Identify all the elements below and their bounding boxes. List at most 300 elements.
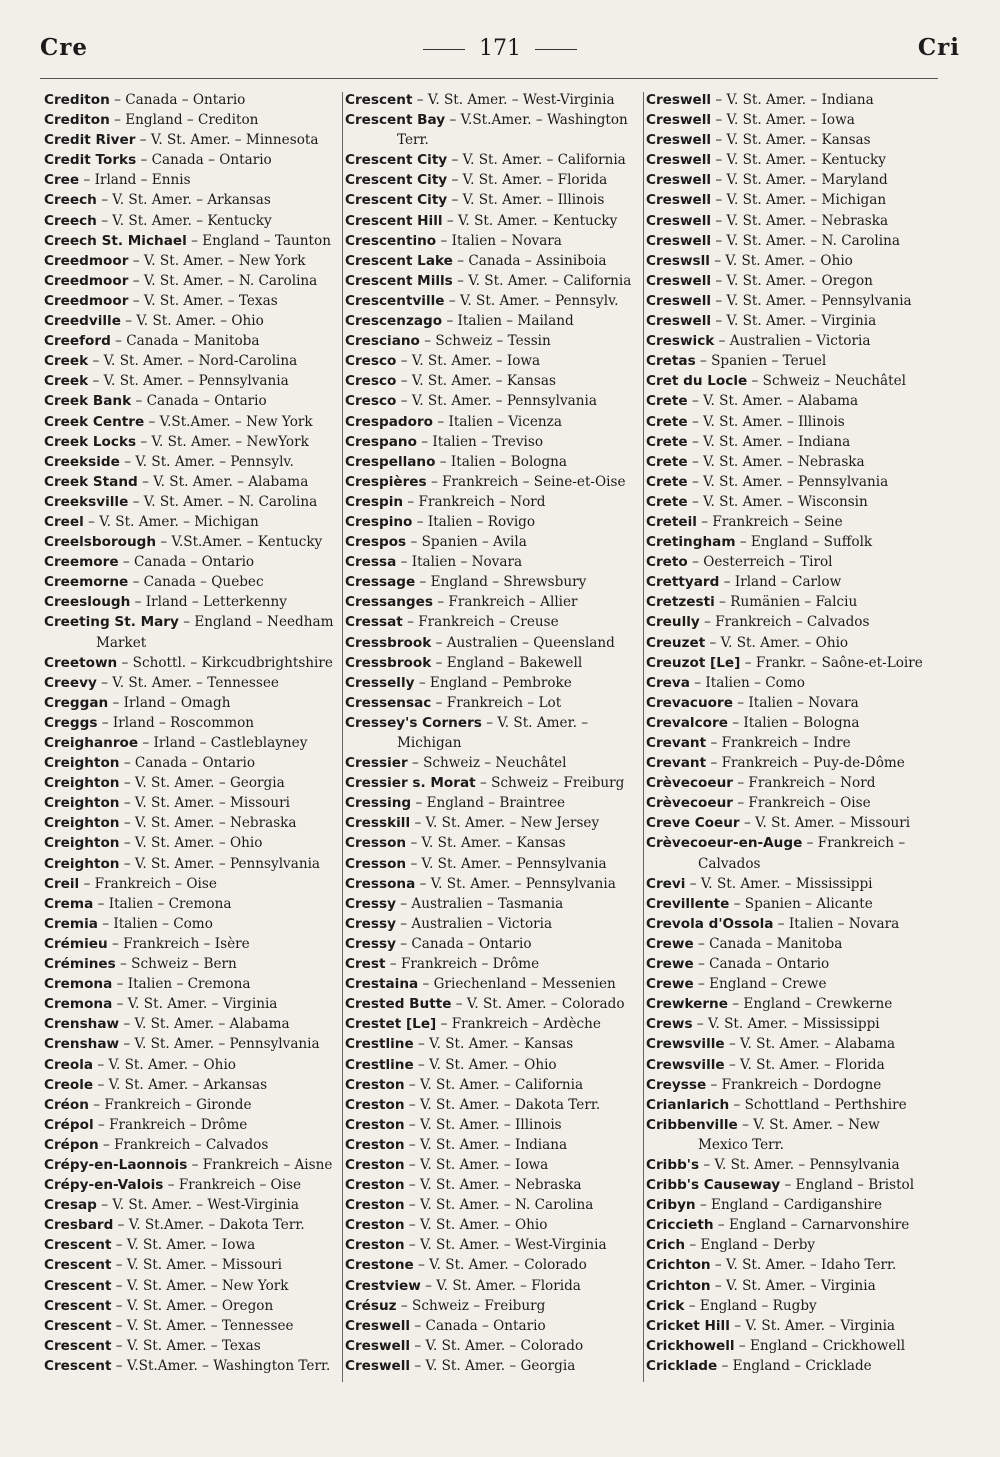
- entry-location: – V. St. Amer. – Pennsylv.: [124, 453, 294, 470]
- gazetteer-entry: [646, 633, 942, 653]
- entry-place-name: Crescent: [44, 1337, 112, 1354]
- gazetteer-entry: [646, 1316, 942, 1336]
- gazetteer-entry: [44, 472, 340, 492]
- entry-place-name: Cresciano: [345, 333, 420, 350]
- entry-location: – V. St. Amer. – Arkansas: [101, 192, 271, 209]
- page-header: [40, 34, 960, 74]
- gazetteer-entry: [345, 974, 641, 994]
- entry-location: – V. St. Amer. – Ohio: [408, 1217, 548, 1234]
- gazetteer-entry: [345, 713, 641, 753]
- gazetteer-entry: [646, 1055, 942, 1075]
- gazetteer-entry: [646, 1296, 942, 1316]
- gazetteer-entry: [345, 1356, 641, 1376]
- entry-place-name: Cresson: [345, 855, 407, 872]
- gazetteer-entry: [44, 150, 340, 170]
- gazetteer-entry: [345, 1235, 641, 1255]
- entry-place-name: Cretingham: [646, 534, 736, 551]
- entry-location: – V. St. Amer. – Ohio: [714, 252, 853, 269]
- entry-place-name: Crescent: [44, 1357, 112, 1374]
- gazetteer-entry: [345, 753, 641, 773]
- gazetteer-entry: [646, 371, 942, 391]
- entry-location: – V.St.Amer. – Washington Terr.: [115, 1357, 331, 1374]
- entry-place-name: Creston: [345, 1076, 405, 1093]
- entry-place-name: Creeksville: [44, 493, 129, 510]
- column-3: [646, 90, 942, 1390]
- gazetteer-entry: [345, 954, 641, 974]
- entry-location: – V. St. Amer. – Ohio: [97, 1056, 236, 1073]
- gazetteer-entry: [44, 1255, 340, 1275]
- entry-place-name: Crescent Bay: [345, 112, 446, 129]
- entry-location: – Canada – Ontario: [123, 755, 256, 772]
- entry-location: – V. St. Amer. – Nebraska: [715, 212, 889, 229]
- header-left-guide-word: Cre: [40, 34, 89, 61]
- entry-place-name: Crevacuore: [646, 694, 733, 711]
- gazetteer-entry: [646, 291, 942, 311]
- entry-location: – V. St. Amer. – Alabama: [123, 1016, 290, 1033]
- gazetteer-entry: [44, 914, 340, 934]
- entry-place-name: Creeting St. Mary: [44, 614, 179, 631]
- entry-place-name: Creston: [345, 1116, 405, 1133]
- entry-location: – England – Rugby: [688, 1297, 817, 1314]
- gazetteer-entry: [345, 432, 641, 452]
- entry-location: – V. St. Amer. – Virginia: [715, 313, 877, 330]
- entry-place-name: Crema: [44, 895, 94, 912]
- entry-place-name: Cricklade: [646, 1357, 718, 1374]
- entry-place-name: Crediton: [44, 112, 110, 129]
- gazetteer-entry: [44, 1235, 340, 1255]
- gazetteer-entry: [44, 130, 340, 150]
- entry-place-name: Creswell: [345, 1337, 411, 1354]
- entry-place-name: Credit Torks: [44, 152, 137, 169]
- entry-place-name: Crespin: [345, 493, 404, 510]
- entry-location: – V. St.Amer. – Dakota Terr.: [117, 1217, 305, 1234]
- entry-place-name: Crete: [646, 433, 688, 450]
- entry-place-name: Crestaina: [345, 976, 419, 993]
- entry-place-name: Crewsville: [646, 1036, 725, 1053]
- entry-place-name: Crewe: [646, 956, 694, 973]
- entry-location: – Canada – Assiniboia: [457, 252, 607, 269]
- gazetteer-entry: [646, 190, 942, 210]
- entry-location: – Italien – Rovigo: [416, 513, 536, 530]
- entry-location: – Irland – Carlow: [723, 574, 842, 591]
- entry-place-name: Creole: [44, 1076, 94, 1093]
- entry-place-name: Cresco: [345, 393, 397, 410]
- entry-place-name: Crépon: [44, 1136, 99, 1153]
- entry-location: – England – Suffolk: [739, 534, 873, 551]
- entry-place-name: Crescent Hill: [345, 212, 443, 229]
- entry-location: – Frankreich – Gironde: [93, 1096, 252, 1113]
- entry-place-name: Creggs: [44, 714, 98, 731]
- entry-location: – Italien – Bologna: [439, 453, 568, 470]
- gazetteer-entry: [646, 150, 942, 170]
- entry-location: – Frankreich – Calvados: [704, 614, 870, 631]
- entry-location: – Australien – Queensland: [435, 634, 615, 651]
- entry-place-name: Creuzot [Le]: [646, 654, 741, 671]
- gazetteer-entry: [44, 653, 340, 673]
- gazetteer-entry: [44, 1135, 340, 1155]
- entry-location: – V. St. Amer. – Illinois: [691, 413, 845, 430]
- entry-location: – V. St. Amer. – Michigan: [88, 513, 259, 530]
- gazetteer-entry: [44, 974, 340, 994]
- entry-location: – V. St. Amer. – Iowa: [715, 112, 855, 129]
- entry-continuation: Mexico Terr.: [698, 1136, 784, 1153]
- entry-location: – Frankreich – Aisne: [191, 1156, 333, 1173]
- entry-location: – V. St. Amer. – West-Virginia: [408, 1237, 607, 1254]
- entry-place-name: Creva: [646, 674, 690, 691]
- gazetteer-entry: [345, 633, 641, 653]
- gazetteer-entry: [646, 753, 942, 773]
- entry-place-name: Crevi: [646, 875, 686, 892]
- gazetteer-entry: [44, 412, 340, 432]
- entry-place-name: Creston: [345, 1217, 405, 1234]
- gazetteer-entry: [646, 512, 942, 532]
- entry-location: – V. St. Amer. – Missouri: [743, 815, 911, 832]
- gazetteer-entry: [44, 1175, 340, 1195]
- entry-location: – Italien – Novara: [737, 694, 859, 711]
- entry-location: – V. St. Amer. – Pennsylvania: [400, 393, 597, 410]
- entry-location: – Frankreich – Nord: [407, 493, 546, 510]
- entry-location: – V. St. Amer. – New Jersey: [414, 815, 600, 832]
- entry-location: – Italien – Treviso: [421, 433, 544, 450]
- entry-continuation: Market: [96, 634, 147, 651]
- gazetteer-entry: [44, 1356, 340, 1376]
- entry-location: – Irland – Castleblayney: [142, 735, 308, 751]
- entry-place-name: Creswell: [345, 1357, 411, 1374]
- gazetteer-entry: [646, 793, 942, 813]
- gazetteer-entry: [646, 391, 942, 411]
- entry-location: – V. St. Amer. – New: [742, 1116, 880, 1133]
- entry-location: – V. St. Amer. – Pennsylvania: [92, 373, 289, 390]
- entry-location: – Italien – Cremona: [116, 976, 251, 993]
- gazetteer-entry: [345, 452, 641, 472]
- gazetteer-entry: [646, 90, 942, 110]
- gazetteer-entry: [646, 592, 942, 612]
- gazetteer-entry: [646, 432, 942, 452]
- entry-place-name: Creech: [44, 192, 97, 209]
- entry-place-name: Creek Locks: [44, 433, 137, 450]
- entry-location: – England – Bakewell: [435, 654, 583, 671]
- gazetteer-entry: [44, 170, 340, 190]
- entry-location: – V. St. Amer. – Pennsylvania: [691, 473, 889, 490]
- gazetteer-entry: [646, 673, 942, 693]
- entry-location: – Frankreich – Seine-et-Oise: [430, 473, 626, 490]
- entry-place-name: Cressey's Corners: [345, 714, 482, 731]
- entry-location: – V. St. Amer. – Kentucky: [101, 212, 272, 229]
- gazetteer-entry: [44, 1336, 340, 1356]
- entry-location: – Irland – Roscommon: [101, 714, 255, 731]
- entry-location: – V. St. Amer. – NewYork: [140, 433, 309, 450]
- entry-place-name: Crevant: [646, 735, 707, 751]
- entry-location: – V. St. Amer. – Arkansas: [97, 1076, 268, 1093]
- gazetteer-entry: [345, 1055, 641, 1075]
- gazetteer-entry: [646, 914, 942, 934]
- entry-place-name: Creech: [44, 212, 97, 229]
- gazetteer-entry: [646, 1276, 942, 1296]
- entry-place-name: Cressat: [345, 614, 403, 631]
- entry-location: – Schweiz – Neuchâtel: [412, 755, 567, 772]
- entry-location: – Frankreich –: [806, 835, 906, 852]
- entry-location: – Frankreich – Seine: [701, 513, 843, 530]
- entry-location: – V.St.Amer. – New York: [148, 413, 313, 430]
- entry-location: – England – Cardiganshire: [699, 1197, 883, 1214]
- entry-place-name: Crèvecoeur: [646, 775, 733, 792]
- entry-location: – Frankreich – Calvados: [102, 1136, 269, 1153]
- entry-place-name: Creighton: [44, 775, 120, 792]
- gazetteer-entry: [646, 130, 942, 150]
- entry-place-name: Creswell: [646, 172, 712, 189]
- gazetteer-entry: [646, 934, 942, 954]
- page-number: 171: [479, 36, 521, 61]
- entry-place-name: Cree: [44, 172, 80, 189]
- entry-place-name: Creve Coeur: [646, 815, 740, 832]
- entry-place-name: Crete: [646, 493, 688, 510]
- entry-location: – Spanien – Avila: [410, 534, 527, 551]
- entry-place-name: Creston: [345, 1136, 405, 1153]
- gazetteer-entry: [44, 612, 340, 652]
- entry-place-name: Creswell: [646, 112, 712, 129]
- entry-location: – V. St. Amer. – Georgia: [123, 775, 285, 792]
- entry-place-name: Cribyn: [646, 1197, 696, 1214]
- gazetteer-entry: [646, 351, 942, 371]
- entry-place-name: Creech St. Michael: [44, 232, 187, 249]
- entry-place-name: Creston: [345, 1156, 405, 1173]
- entry-location: – V. St. Amer. – Pennsylvania: [715, 292, 912, 309]
- entry-place-name: Crespières: [345, 473, 427, 490]
- entry-place-name: Crescent Lake: [345, 252, 453, 269]
- entry-place-name: Crépol: [44, 1116, 94, 1133]
- gazetteer-entry: [646, 1195, 942, 1215]
- entry-place-name: Creighton: [44, 835, 120, 852]
- gazetteer-entry: [345, 1215, 641, 1235]
- entry-location: – Canada – Manitoba: [698, 935, 843, 952]
- entry-location: – V. St. Amer. – Minnesota: [139, 132, 319, 149]
- entry-place-name: Creswell: [646, 292, 712, 309]
- entry-location: – Australien – Victoria: [400, 915, 553, 932]
- entry-location: – V. St. Amer. – Kansas: [400, 373, 556, 390]
- entry-place-name: Creek Stand: [44, 473, 138, 490]
- entry-location: – Frankr. – Saône-et-Loire: [744, 654, 923, 671]
- entry-location: – Frankreich – Lot: [435, 694, 562, 711]
- gazetteer-entry: [44, 311, 340, 331]
- gazetteer-entry: [646, 170, 942, 190]
- entry-place-name: Crespano: [345, 433, 417, 450]
- entry-location: – England – Carnarvonshire: [717, 1217, 910, 1234]
- entry-location: – Canada – Ontario: [122, 554, 255, 571]
- entry-place-name: Crichton: [646, 1257, 711, 1274]
- entry-location: – V. St. Amer. – N. Carolina: [132, 493, 318, 510]
- gazetteer-entry: [44, 592, 340, 612]
- entry-location: – Spanien – Alicante: [733, 895, 873, 912]
- gazetteer-entry: [646, 994, 942, 1014]
- entry-place-name: Creuzet: [646, 634, 706, 651]
- entry-location: – Italien – Novara: [440, 232, 562, 249]
- entry-location: – V. St. Amer. – Colorado: [455, 996, 625, 1013]
- entry-place-name: Creswick: [646, 333, 715, 350]
- gazetteer-entry: [646, 231, 942, 251]
- entry-location: – Canada – Ontario: [414, 1317, 546, 1334]
- gazetteer-entry: [345, 1034, 641, 1054]
- entry-location: – Italien – Vicenza: [437, 413, 562, 430]
- entry-place-name: Creek: [44, 373, 89, 390]
- column-divider-2: [643, 92, 644, 1382]
- gazetteer-entry: [345, 813, 641, 833]
- gazetteer-entry: [646, 773, 942, 793]
- entry-place-name: Cressier s. Morat: [345, 775, 476, 792]
- gazetteer-entry: [345, 1014, 641, 1034]
- gazetteer-entry: [44, 693, 340, 713]
- entry-place-name: Credit River: [44, 132, 136, 149]
- gazetteer-entry: [345, 351, 641, 371]
- entry-place-name: Crickhowell: [646, 1337, 735, 1354]
- entry-location: – Spanien – Teruel: [700, 353, 827, 370]
- entry-location: – V. St. Amer. – Nord-Carolina: [92, 353, 298, 370]
- entry-location: – Canada – Ontario: [400, 935, 532, 952]
- gazetteer-entry: [44, 452, 340, 472]
- gazetteer-entry: [345, 1155, 641, 1175]
- entry-location: – V. St. Amer. – Mississippi: [696, 1016, 880, 1033]
- gazetteer-entry: [646, 110, 942, 130]
- entry-location: – England – Braintree: [415, 795, 566, 812]
- entry-location: – V. St. Amer. – Nebraska: [408, 1177, 582, 1194]
- entry-place-name: Cresson: [345, 835, 407, 852]
- entry-place-name: Creeslough: [44, 594, 131, 611]
- entry-location: – Schottland – Perthshire: [733, 1096, 907, 1113]
- gazetteer-entry: [44, 1296, 340, 1316]
- entry-place-name: Crespos: [345, 534, 407, 551]
- entry-location: – V. St. Amer. – Oregon: [115, 1297, 274, 1314]
- entry-location: – V. St. Amer. – Wisconsin: [691, 493, 868, 510]
- entry-location: – Canada – Manitoba: [115, 333, 260, 350]
- entry-location: – V. St. Amer. – West-Virginia: [101, 1197, 299, 1214]
- gazetteer-entry: [44, 1014, 340, 1034]
- gazetteer-entry: [345, 472, 641, 492]
- gazetteer-entry: [345, 1075, 641, 1095]
- entry-place-name: Crete: [646, 393, 688, 410]
- gazetteer-entry: [646, 1175, 942, 1195]
- entry-location: – V. St. Amer. – Nebraska: [123, 815, 297, 832]
- entry-location: – Frankreich – Dordogne: [710, 1076, 882, 1093]
- entry-place-name: Crete: [646, 473, 688, 490]
- column-divider-1: [342, 92, 343, 1382]
- gazetteer-entry: [646, 1115, 942, 1155]
- entry-location: – V. St. Amer. – Indiana: [408, 1136, 568, 1153]
- gazetteer-entry: [345, 833, 641, 853]
- entry-place-name: Crescent: [44, 1297, 112, 1314]
- gazetteer-entry: [646, 653, 942, 673]
- entry-place-name: Cresskill: [345, 815, 411, 832]
- entry-place-name: Crianlarich: [646, 1096, 730, 1113]
- entry-place-name: Crescent: [44, 1237, 112, 1254]
- entry-location: – Schweiz – Freiburg: [400, 1297, 546, 1314]
- gazetteer-entry: [44, 753, 340, 773]
- entry-location: – V. St. Amer. – Pennsylvania: [419, 875, 616, 892]
- entry-place-name: Creighanroe: [44, 735, 139, 751]
- entry-location: – Frankreich – Allier: [437, 594, 578, 611]
- entry-location: – V. St. Amer. – California: [451, 152, 626, 169]
- gazetteer-entry: [646, 974, 942, 994]
- gazetteer-entry: [345, 854, 641, 874]
- entry-location: – Canada – Ontario: [698, 956, 830, 973]
- gazetteer-entry: [345, 934, 641, 954]
- gazetteer-entry: [44, 1055, 340, 1075]
- entry-place-name: Criccieth: [646, 1217, 714, 1234]
- gazetteer-entry: [345, 231, 641, 251]
- gazetteer-entry: [44, 371, 340, 391]
- entry-place-name: Crenshaw: [44, 1036, 120, 1053]
- gazetteer-entry: [345, 291, 641, 311]
- entry-place-name: Crèvecoeur-en-Auge: [646, 835, 803, 852]
- entry-location: – Canada – Ontario: [114, 92, 246, 108]
- entry-location: – Griechenland – Messenien: [422, 976, 616, 993]
- entry-place-name: Crescent City: [345, 152, 448, 169]
- entry-place-name: Crescentville: [345, 292, 445, 309]
- gazetteer-entry: [44, 552, 340, 572]
- gazetteer-entry: [345, 1255, 641, 1275]
- entry-place-name: Creswell: [345, 1317, 411, 1334]
- entry-place-name: Crewsville: [646, 1056, 725, 1073]
- header-dash-left: [423, 49, 465, 50]
- entry-place-name: Cressing: [345, 795, 412, 812]
- gazetteer-entry: [646, 251, 942, 271]
- entry-location: – V. St. Amer. – New York: [115, 1277, 289, 1294]
- entry-location: – V. St. Amer. – Tennessee: [115, 1317, 294, 1334]
- entry-location: – Frankreich – Nord: [737, 775, 876, 792]
- entry-location: – England – Crediton: [114, 112, 259, 129]
- entry-place-name: Cresco: [345, 353, 397, 370]
- entry-place-name: Cressanges: [345, 594, 433, 611]
- entry-location: – V. St. Amer. – Iowa: [115, 1237, 256, 1254]
- entry-place-name: Cressy: [345, 915, 396, 932]
- gazetteer-entry: [345, 1276, 641, 1296]
- entry-continuation: Calvados: [698, 855, 761, 872]
- entry-place-name: Crestview: [345, 1277, 421, 1294]
- entry-location: – V. St. Amer. – Ohio: [709, 634, 849, 651]
- entry-place-name: Crews: [646, 1016, 693, 1033]
- entry-place-name: Crevola d'Ossola: [646, 915, 774, 932]
- entry-place-name: Crescent City: [345, 172, 448, 189]
- entry-location: – V. St. Amer. – Pennsylvania: [123, 1036, 320, 1053]
- entry-location: – England – Crewkerne: [732, 996, 893, 1013]
- gazetteer-entry: [646, 713, 942, 733]
- entry-location: – Australien – Tasmania: [400, 895, 564, 912]
- gazetteer-entry: [44, 733, 340, 753]
- entry-location: – V. St. Amer. – Tennessee: [101, 674, 279, 691]
- entry-place-name: Creston: [345, 1096, 405, 1113]
- entry-place-name: Creighton: [44, 795, 120, 812]
- gazetteer-entry: [646, 1155, 942, 1175]
- gazetteer-entry: [44, 512, 340, 532]
- gazetteer-entry: [345, 271, 641, 291]
- entry-location: – Schweiz – Neuchâtel: [751, 373, 906, 390]
- entry-location: – Irland – Ennis: [83, 172, 191, 189]
- entry-place-name: Cresbard: [44, 1217, 114, 1234]
- entry-location: – V. St. Amer. – Kansas: [410, 835, 566, 852]
- gazetteer-entry: [44, 90, 340, 110]
- gazetteer-entry: [345, 592, 641, 612]
- entry-location: – V. St. Amer. – California: [457, 272, 632, 289]
- entry-place-name: Cremia: [44, 915, 98, 932]
- entry-place-name: Cressona: [345, 875, 416, 892]
- entry-location: – Frankreich – Drôme: [97, 1116, 248, 1133]
- gazetteer-entry: [44, 1155, 340, 1175]
- gazetteer-entry: [345, 874, 641, 894]
- entry-location: – V. St. Amer. – Ohio: [125, 313, 264, 330]
- entry-location: – England – Shrewsbury: [419, 574, 587, 591]
- gazetteer-entry: [44, 773, 340, 793]
- entry-place-name: Cribb's: [646, 1156, 700, 1173]
- entry-place-name: Creighton: [44, 815, 120, 832]
- entry-location: – Frankreich – Drôme: [389, 956, 540, 973]
